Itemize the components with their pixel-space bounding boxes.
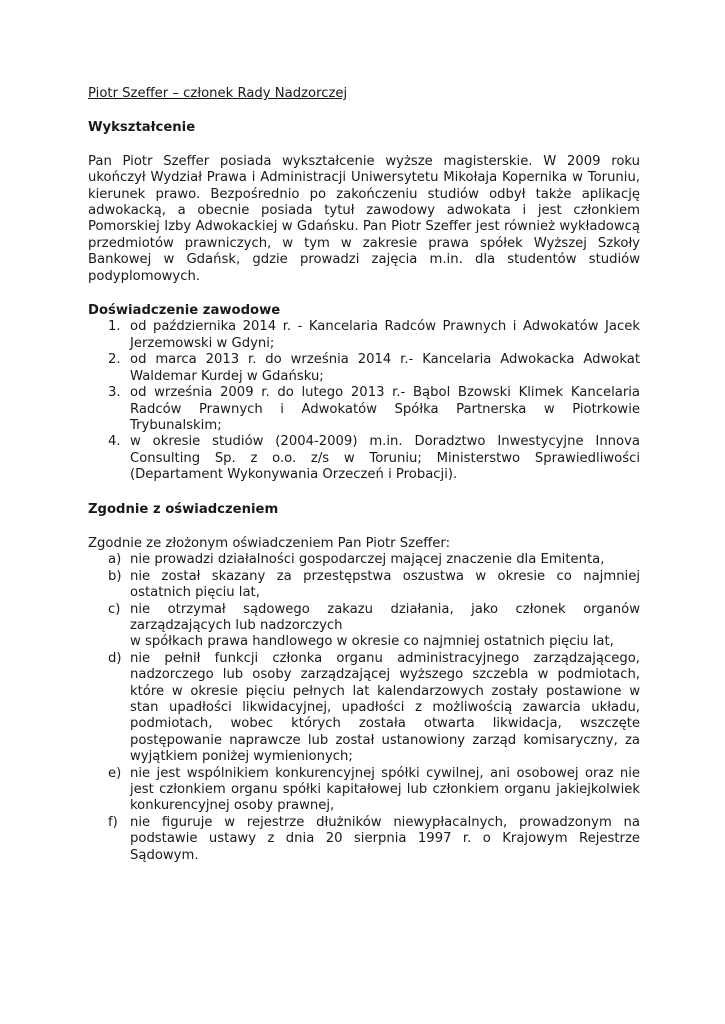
list-marker: b) — [108, 568, 122, 584]
list-marker: e) — [108, 765, 122, 781]
experience-list — [88, 319, 640, 483]
list-marker: c) — [108, 601, 121, 617]
declaration-item — [88, 651, 640, 766]
declaration-item-subtext: w spółkach prawa handlowego w okresie co najmniej ostatnich pięciu lat, — [130, 634, 614, 650]
document-page — [88, 86, 640, 864]
list-marker: a) — [108, 552, 122, 568]
education-heading: Wykształcenie — [88, 120, 196, 136]
declaration-item-text: nie figuruje w rejestrze dłużników niewypłacalnych, prowadzonym na podstawie ustawy z dnia 20 sierpnia 1997 r. o Krajowym Rejestrze Sądowym. — [130, 814, 640, 863]
declaration-item — [88, 766, 640, 815]
declaration-item — [88, 602, 640, 651]
experience-item-text: w okresie studiów (2004-2009) m.in. Doradztwo Inwestycyjne Innova Consulting Sp. z o.o. z/s w Toruniu; Ministerstwo Sprawiedliwości (Departament Wykonywania Orzeczeń i Probacji). — [130, 434, 640, 483]
experience-heading: Doświadczenie zawodowe — [88, 303, 281, 319]
document-title: Piotr Szeffer – członek Rady Nadzorczej — [88, 86, 348, 101]
declaration-item-text: nie został skazany za przestępstwa oszustwa w okresie co najmniej ostatnich pięciu lat, — [130, 568, 640, 601]
list-marker: 3. — [108, 385, 121, 401]
declaration-item — [88, 569, 640, 602]
experience-item — [88, 385, 640, 434]
declaration-item-text: nie pełnił funkcji członka organu administracyjnego zarządzającego, nadzorczego lub osoby zarządzającej wyższego szczebla w podmiotach, które w okresie pięciu pełnych lat kalendarzowych zostały postawione w stan upadłości likwidacyjnej, upadłości z możliwością zawarcia układu, podmiotach, wobec których została otwarta likwidacja, wszczęte postępowanie naprawcze lub został ustanowiony zarząd komisaryczny, za wyjątkiem poniżej wymienionych; — [130, 650, 640, 765]
declaration-intro: Zgodnie ze złożonym oświadczeniem Pan Piotr Szeffer: — [88, 535, 451, 551]
declaration-item-text: nie jest wspólnikiem konkurencyjnej spółki cywilnej, ani osobowej oraz nie jest członkiem organu spółki kapitałowej lub członkiem organu jakiejkolwiek konkurencyjnej osoby prawnej, — [130, 765, 640, 814]
list-marker: 1. — [108, 319, 121, 335]
experience-item — [88, 434, 640, 483]
declaration-item — [88, 552, 640, 568]
declaration-item-text: nie otrzymał sądowego zakazu działania, jako członek organów zarządzających lub nadzorczych — [130, 601, 640, 633]
experience-item — [88, 319, 640, 352]
list-marker: d) — [108, 650, 122, 666]
experience-item-text: od marca 2013 r. do września 2014 r.- Kancelaria Adwokacka Adwokat Waldemar Kurdej w Gdańsku; — [130, 352, 640, 384]
experience-item-text: od października 2014 r. - Kancelaria Radców Prawnych i Adwokatów Jacek Jerzemowski w Gdyni; — [130, 319, 640, 351]
education-text: Pan Piotr Szeffer posiada wykształcenie wyższe magisterskie. W 2009 roku ukończył Wydział Prawa i Administracji Uniwersytetu Mikołaja Kopernika w Toruniu, kierunek prawo. Bezpośrednio po zakończeniu studiów odbył także aplikację adwokacką, a obecnie posiada tytuł zawodowy adwokata i jest członkiem Pomorskiej Izby Adwokackiej w Gdańsku. Pan Piotr Szeffer jest również wykładowcą przedmiotów prawniczych, w tym w zakresie prawa spółek Wyższej Szkoły Bankowej w Gdańsk, gdzie prowadzi zajęcia m.in. dla studentów studiów podyplomowych. — [88, 153, 640, 284]
experience-item — [88, 352, 640, 385]
list-marker: 4. — [108, 434, 121, 450]
list-marker: f) — [108, 814, 118, 830]
declaration-item — [88, 815, 640, 864]
declaration-list — [88, 552, 640, 864]
declaration-heading: Zgodnie z oświadczeniem — [88, 501, 279, 517]
experience-item-text: od września 2009 r. do lutego 2013 r.- Bąbol Bzowski Klimek Kancelaria Radców Prawnych i Adwokatów Spółka Partnerska w Piotrkowie Trybunalskim; — [130, 385, 640, 433]
list-marker: 2. — [108, 352, 121, 368]
declaration-item-text: nie prowadzi działalności gospodarczej mającej znaczenie dla Emitenta, — [130, 552, 605, 568]
